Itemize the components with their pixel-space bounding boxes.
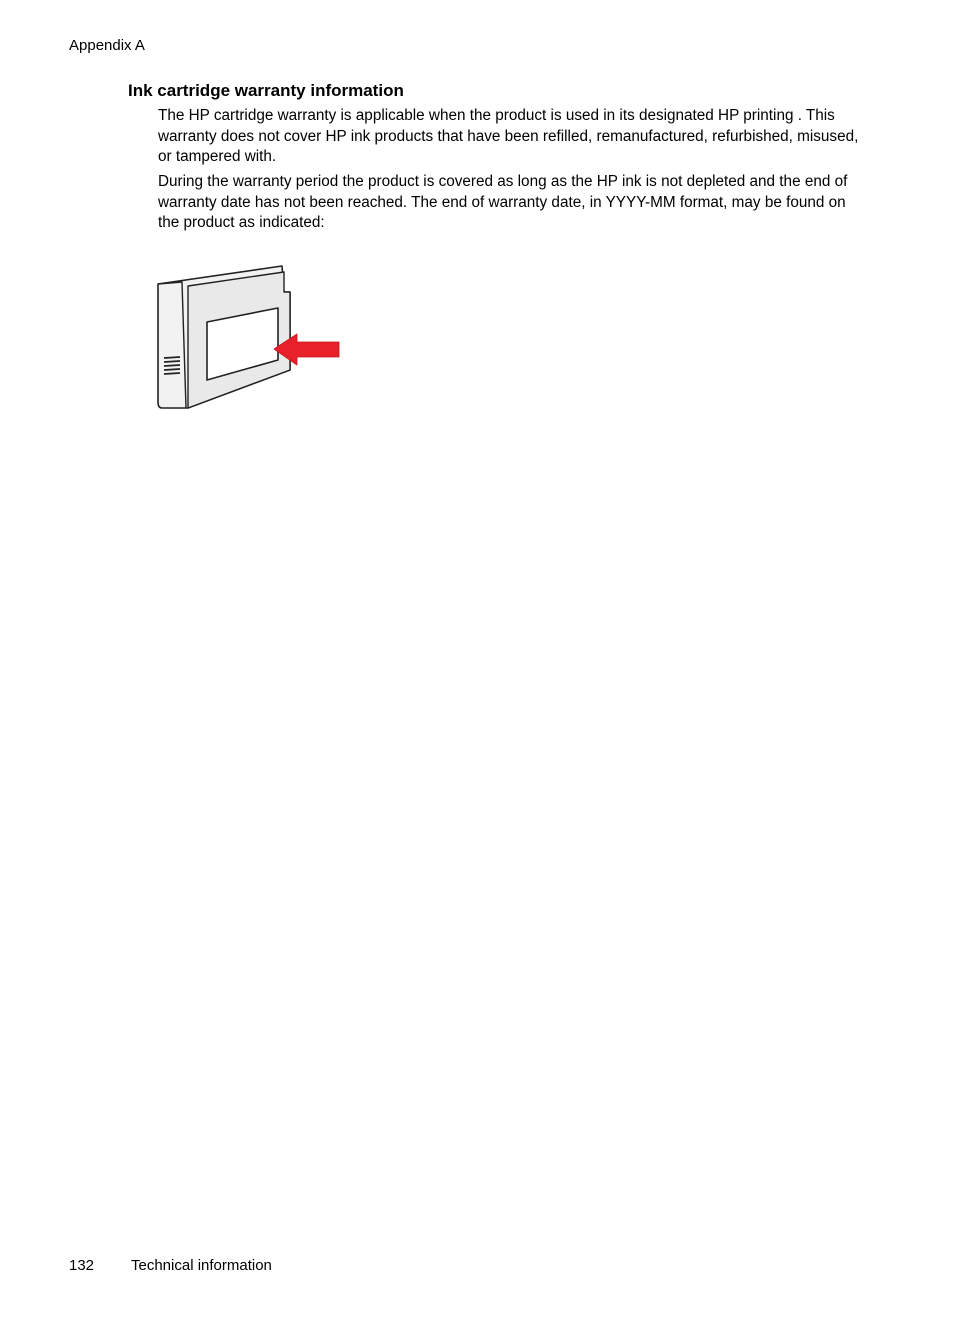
warranty-paragraph-applicability: The HP cartridge warranty is applicable when the product is used in its designated HP printing . This warranty does not cover HP ink products that have been refilled, remanufactured, refurbished, misused, or tampered with. — [158, 107, 859, 165]
running-header: Appendix A — [69, 37, 145, 54]
section-heading: Ink cartridge warranty information — [128, 81, 404, 100]
cartridge-figure — [152, 262, 346, 414]
footer-chapter-title: Technical information — [131, 1257, 272, 1274]
page-number: 132 — [69, 1257, 95, 1274]
ink-cartridge-illustration — [152, 262, 346, 414]
warranty-paragraph-period: During the warranty period the product is covered as long as the HP ink is not depleted and the end of warranty date has not been reached. The end of warranty date, in YYYY-MM format, may be found on the product as indicated: — [158, 173, 848, 231]
